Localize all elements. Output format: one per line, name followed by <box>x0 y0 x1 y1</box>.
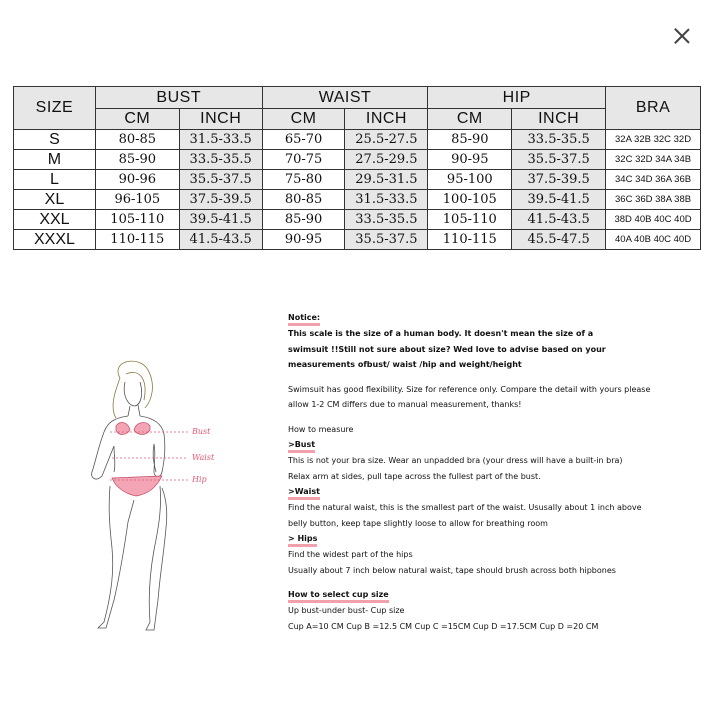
hips-instruction-1: Find the widest part of the hips <box>288 550 413 559</box>
bust-inch-cell: 33.5-35.5 <box>179 150 262 170</box>
close-icon[interactable] <box>672 26 692 46</box>
bust-cm-cell: 110-115 <box>95 230 179 250</box>
size-cell: L <box>14 170 96 190</box>
size-header: SIZE <box>14 87 96 130</box>
bra-cell: 32A 32B 32C 32D <box>606 130 701 150</box>
waist-inch-header: INCH <box>345 109 428 130</box>
bust-cm-cell: 80-85 <box>95 130 179 150</box>
waist-heading: >Waist <box>288 486 320 500</box>
cup-size-heading: How to select cup size <box>288 589 389 603</box>
bust-inch-cell: 35.5-37.5 <box>179 170 262 190</box>
size-cell: S <box>14 130 96 150</box>
notice-line-1: This scale is the size of a human body. It doesn't mean the size of a <box>288 329 594 338</box>
hip-inch-cell: 35.5-37.5 <box>512 150 606 170</box>
waist-header: WAIST <box>262 87 428 109</box>
table-row <box>14 230 701 250</box>
bra-cell: 38D 40B 40C 40D <box>606 210 701 230</box>
measurement-notice <box>288 310 708 634</box>
waist-inch-cell: 35.5-37.5 <box>345 230 428 250</box>
table-row <box>14 170 701 190</box>
waist-instruction-1: Find the natural waist, this is the smallest part of the waist. Ususally about 1 inch above <box>288 503 642 512</box>
hip-cm-header: CM <box>428 109 512 130</box>
table-row <box>14 210 701 230</box>
body-measurement-figure <box>70 360 240 640</box>
bra-header: BRA <box>606 87 701 130</box>
notice-line-2: swimsuit !!Still not sure about size? Wed love to advise based on your <box>288 344 606 354</box>
hip-cm-cell: 95-100 <box>428 170 512 190</box>
bust-cm-cell: 105-110 <box>95 210 179 230</box>
hip-inch-cell: 33.5-35.5 <box>512 130 606 150</box>
hip-cm-cell: 110-115 <box>428 230 512 250</box>
size-cell: M <box>14 150 96 170</box>
waist-cm-cell: 85-90 <box>262 210 345 230</box>
bust-cm-cell: 96-105 <box>95 190 179 210</box>
hip-inch-cell: 45.5-47.5 <box>512 230 606 250</box>
bust-cm-header: CM <box>95 109 179 130</box>
waist-cm-header: CM <box>262 109 345 130</box>
bust-instruction-1: This is not your bra size. Wear an unpadded bra (your dress will have a built-in bra) <box>288 456 623 465</box>
flexibility-line-2: allow 1-2 CM differs due to manual measurement, thanks! <box>288 400 522 409</box>
cup-size-line-2: Cup A=10 CM Cup B =12.5 CM Cup C =15CM Cup D =17.5CM Cup D =20 CM <box>288 621 599 631</box>
bust-inch-cell: 37.5-39.5 <box>179 190 262 210</box>
hip-figure-label: Hip <box>192 475 207 484</box>
bust-inch-cell: 41.5-43.5 <box>179 230 262 250</box>
bust-heading: >Bust <box>288 439 315 453</box>
waist-inch-cell: 31.5-33.5 <box>345 190 428 210</box>
bust-inch-header: INCH <box>179 109 262 130</box>
bra-cell: 40A 40B 40C 40D <box>606 230 701 250</box>
table-row <box>14 190 701 210</box>
bust-cm-cell: 85-90 <box>95 150 179 170</box>
hip-inch-header: INCH <box>512 109 606 130</box>
hip-cm-cell: 85-90 <box>428 130 512 150</box>
bust-cm-cell: 90-96 <box>95 170 179 190</box>
size-chart-table <box>13 86 701 250</box>
table-row <box>14 130 701 150</box>
waist-cm-cell: 80-85 <box>262 190 345 210</box>
waist-figure-label: Waist <box>192 453 215 462</box>
waist-cm-cell: 65-70 <box>262 130 345 150</box>
waist-inch-cell: 29.5-31.5 <box>345 170 428 190</box>
bust-instruction-2: Relax arm at sides, pull tape across the fullest part of the bust. <box>288 471 541 481</box>
bra-cell: 34C 34D 36A 36B <box>606 170 701 190</box>
flexibility-line-1: Swimsuit has good flexibility. Size for reference only. Compare the detail with yours please <box>288 384 651 394</box>
waist-inch-cell: 25.5-27.5 <box>345 130 428 150</box>
bust-inch-cell: 39.5-41.5 <box>179 210 262 230</box>
hips-instruction-2: Usually about 7 inch below natural waist, tape should brush across both hipbones <box>288 565 616 575</box>
waist-cm-cell: 90-95 <box>262 230 345 250</box>
waist-inch-cell: 27.5-29.5 <box>345 150 428 170</box>
cup-size-line-1: Up bust-under bust- Cup size <box>288 606 405 615</box>
hip-header: HIP <box>428 87 606 109</box>
hip-inch-cell: 41.5-43.5 <box>512 210 606 230</box>
bra-cell: 36C 36D 38A 38B <box>606 190 701 210</box>
size-cell: XXXL <box>14 230 96 250</box>
hips-heading: > Hips <box>288 533 317 547</box>
bust-figure-label: Bust <box>192 427 211 436</box>
size-cell: XXL <box>14 210 96 230</box>
waist-cm-cell: 75-80 <box>262 170 345 190</box>
table-row <box>14 150 701 170</box>
hip-inch-cell: 37.5-39.5 <box>512 170 606 190</box>
bra-cell: 32C 32D 34A 34B <box>606 150 701 170</box>
waist-inch-cell: 33.5-35.5 <box>345 210 428 230</box>
how-to-measure-heading: How to measure <box>288 424 354 434</box>
bust-header: BUST <box>95 87 262 109</box>
waist-cm-cell: 70-75 <box>262 150 345 170</box>
size-cell: XL <box>14 190 96 210</box>
notice-title: Notice: <box>288 312 320 326</box>
waist-instruction-2: belly button, keep tape slightly loose to allow for breathing room <box>288 518 548 528</box>
notice-line-3: measurements ofbust/ waist /hip and weight/height <box>288 360 522 369</box>
hip-inch-cell: 39.5-41.5 <box>512 190 606 210</box>
hip-cm-cell: 100-105 <box>428 190 512 210</box>
hip-cm-cell: 105-110 <box>428 210 512 230</box>
bust-inch-cell: 31.5-33.5 <box>179 130 262 150</box>
hip-cm-cell: 90-95 <box>428 150 512 170</box>
